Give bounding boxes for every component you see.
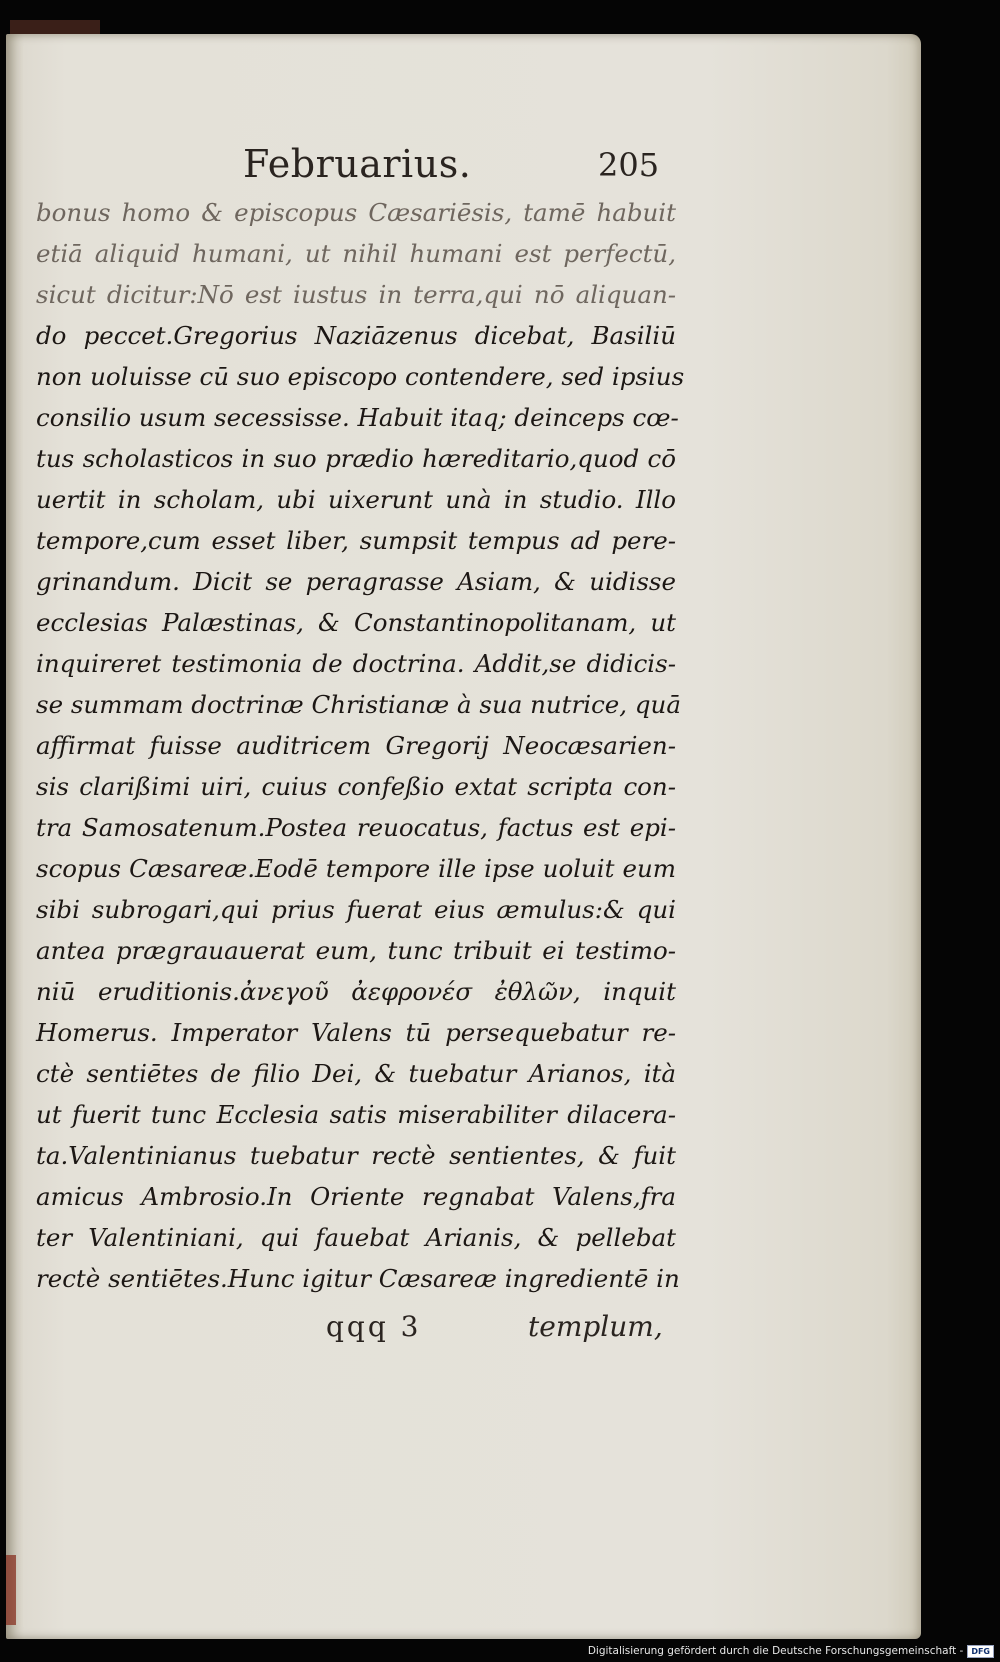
page-footer	[0, 1310, 1000, 1350]
credit-text: Digitalisierung gefördert durch die Deutsche Forschungsgemeinschaft -	[587, 1645, 964, 1657]
text-line: niū eruditionis.ἀνεγοῦ ἀεφρονέσ ἐθλῶν, inquit	[36, 977, 676, 1006]
text-line: tempore,cum esset liber, sumpsit tempus ad pere-	[36, 526, 676, 555]
text-line: etiā aliquid humani, ut nihil humani est perfectū,	[36, 239, 676, 268]
text-line: grinandum. Dicit se peragrasse Asiam, & uidisse	[36, 567, 676, 596]
dfg-logo: DFG	[967, 1645, 994, 1658]
digitization-credit	[588, 1642, 994, 1660]
text-line: Homerus. Imperator Valens tū persequebatur re-	[36, 1018, 676, 1047]
text-line: consilio usum secessisse. Habuit itaq; deinceps cœ-	[36, 403, 679, 432]
text-line: inquireret testimonia de doctrina. Addit,se didicis-	[36, 649, 676, 678]
text-line: ta.Valentinianus tuebatur rectè sentientes, & fuit	[36, 1141, 676, 1170]
text-line: sicut dicitur:Nō est iustus in terra,qui nō aliquan-	[36, 280, 676, 309]
text-line: do peccet.Gregorius Naziāzenus dicebat, Basiliū	[36, 321, 676, 350]
body-text	[36, 192, 685, 1299]
running-title: Februarius.	[243, 142, 472, 186]
text-line: tus scholasticos in suo prædio hæreditario,quod cō	[36, 444, 676, 473]
page-number: 205	[598, 146, 660, 184]
signature-mark: qqq 3	[326, 1310, 422, 1343]
text-line: ecclesias Palæstinas, & Constantinopolitanam, ut	[36, 608, 676, 637]
text-line: ut fuerit tunc Ecclesia satis miserabiliter dilacera-	[36, 1100, 676, 1129]
text-line: sis clarißimi uiri, cuius confeßio extat scripta con-	[36, 772, 676, 801]
text-line: affirmat fuisse auditricem Gregorij Neocæsarien-	[36, 731, 676, 760]
text-line: se summam doctrinæ Christianæ à sua nutrice, quā	[36, 690, 681, 719]
text-line: scopus Cæsareæ.Eodē tempore ille ipse uoluit eum	[36, 854, 676, 883]
text-line: tra Samosatenum.Postea reuocatus, factus est epi-	[36, 813, 676, 842]
page-edge-stain	[6, 1555, 16, 1625]
text-line: ter Valentiniani, qui fauebat Arianis, & pellebat	[36, 1223, 676, 1252]
text-line: non uoluisse cū suo episcopo contendere, sed ipsius	[36, 362, 685, 391]
text-line: ctè sentiētes de filio Dei, & tuebatur Arianos, ità	[36, 1059, 676, 1088]
catchword: templum,	[528, 1310, 663, 1343]
text-line: antea prægrauauerat eum, tunc tribuit ei testimo-	[36, 936, 676, 965]
text-line: sibi subrogari,qui prius fuerat eius æmulus:& qui	[36, 895, 676, 924]
text-line: bonus homo & episcopus Cæsariēsis, tamē habuit	[36, 198, 676, 227]
text-line: rectè sentiētes.Hunc igitur Cæsareæ ingredientē in	[36, 1264, 680, 1293]
page-header	[0, 142, 1000, 188]
text-line: amicus Ambrosio.In Oriente regnabat Valens,fra	[36, 1182, 676, 1211]
text-line: uertit in scholam, ubi uixerunt unà in studio. Illo	[36, 485, 676, 514]
